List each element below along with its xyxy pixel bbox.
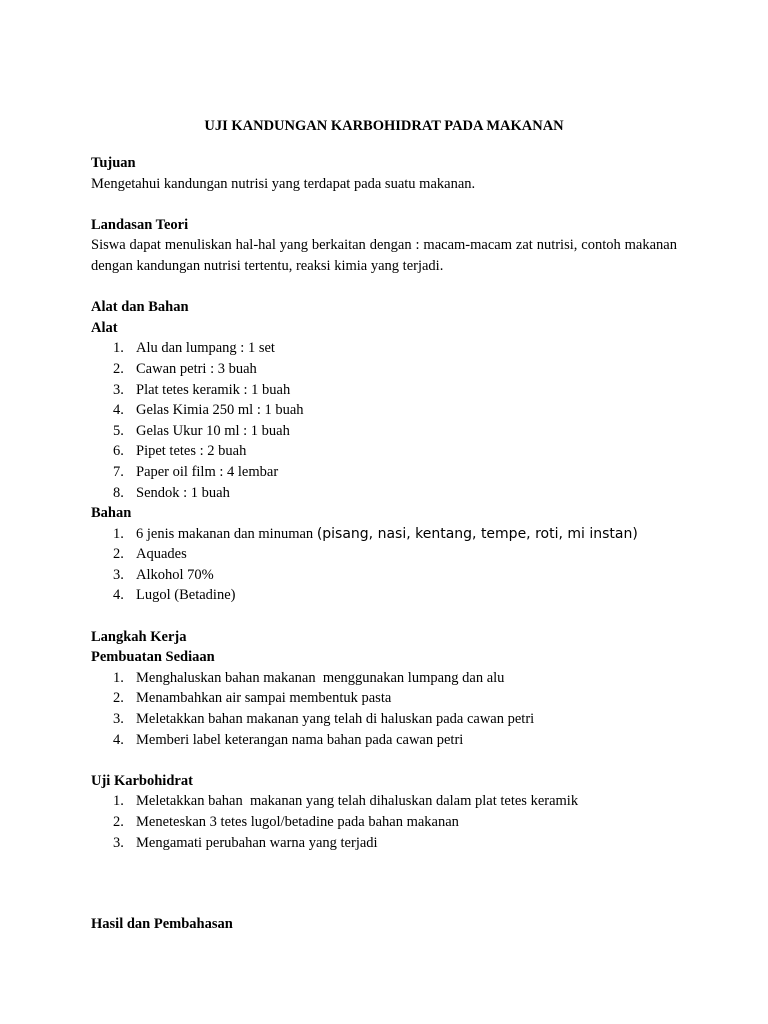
list-item: 2. Menambahkan air sampai membentuk pasta [113,690,392,707]
sediaan-list [91,668,677,750]
subheading-bahan: Bahan [91,505,132,522]
list-item: 8. Sendok : 1 buah [113,484,230,501]
list-item: 2. Meneteskan 3 tetes lugol/betadine pada bahan makanan [113,814,459,830]
subheading-alat: Alat [91,319,118,336]
document-body [91,153,677,935]
section-heading-landasan-teori: Landasan Teori [91,216,189,233]
list-item: 1. Menghaluskan bahan makanan menggunakan lumpang dan alu [113,669,505,686]
section-heading-hasil-dan-pembahasan: Hasil dan Pembahasan [91,916,233,933]
document-title: UJI KANDUNGAN KARBOHIDRAT PADA MAKANAN [204,118,564,134]
section-heading-tujuan: Tujuan [91,155,136,171]
list-item: 6. Pipet tetes : 2 buah [113,443,247,460]
list-item: 3. Mengamati perubahan warna yang terjadi [113,834,378,851]
tujuan-text: Mengetahui kandungan nutrisi yang terdapat pada suatu makanan. [91,175,476,192]
list-item: 4. Memberi label keterangan nama bahan pada cawan petri [113,731,464,748]
list-item: 1. Alu dan lumpang : 1 set [113,340,275,357]
list-item: 7. Paper oil film : 4 lembar [113,463,279,480]
bahan-list [91,524,677,606]
list-item: 4. Gelas Kimia 250 ml : 1 buah [113,402,304,419]
uji-list [91,791,677,853]
subheading-uji-karbohidrat: Uji Karbohidrat [91,772,193,789]
alat-list [91,338,677,503]
list-item: 4. Lugol (Betadine) [113,587,236,604]
landasan-teori-text: Siswa dapat menuliskan hal-hal yang berkaitan dengan : macam-macam zat nutrisi, contoh makanan dengan kandungan nutrisi tertentu, reaksi kimia yang terjadi. [91,237,677,274]
list-item: 2. Aquades [113,546,187,563]
list-item: 2. Cawan petri : 3 buah [113,360,257,377]
list-item: 1. 6 jenis makanan dan minuman (pisang, nasi, kentang, tempe, roti, mi instan) [113,525,638,542]
section-heading-alat-dan-bahan: Alat dan Bahan [91,299,189,316]
list-item: 3. Plat tetes keramik : 1 buah [113,381,291,398]
list-item: 1. Meletakkan bahan makanan yang telah dihaluskan dalam plat tetes keramik [113,793,579,810]
list-item: 3. Meletakkan bahan makanan yang telah di haluskan pada cawan petri [113,711,535,728]
list-item: 5. Gelas Ukur 10 ml : 1 buah [113,422,290,439]
list-item: 3. Alkohol 70% [113,566,214,583]
section-heading-langkah-kerja: Langkah Kerja [91,628,187,645]
subheading-pembuatan-sediaan: Pembuatan Sediaan [91,649,215,666]
